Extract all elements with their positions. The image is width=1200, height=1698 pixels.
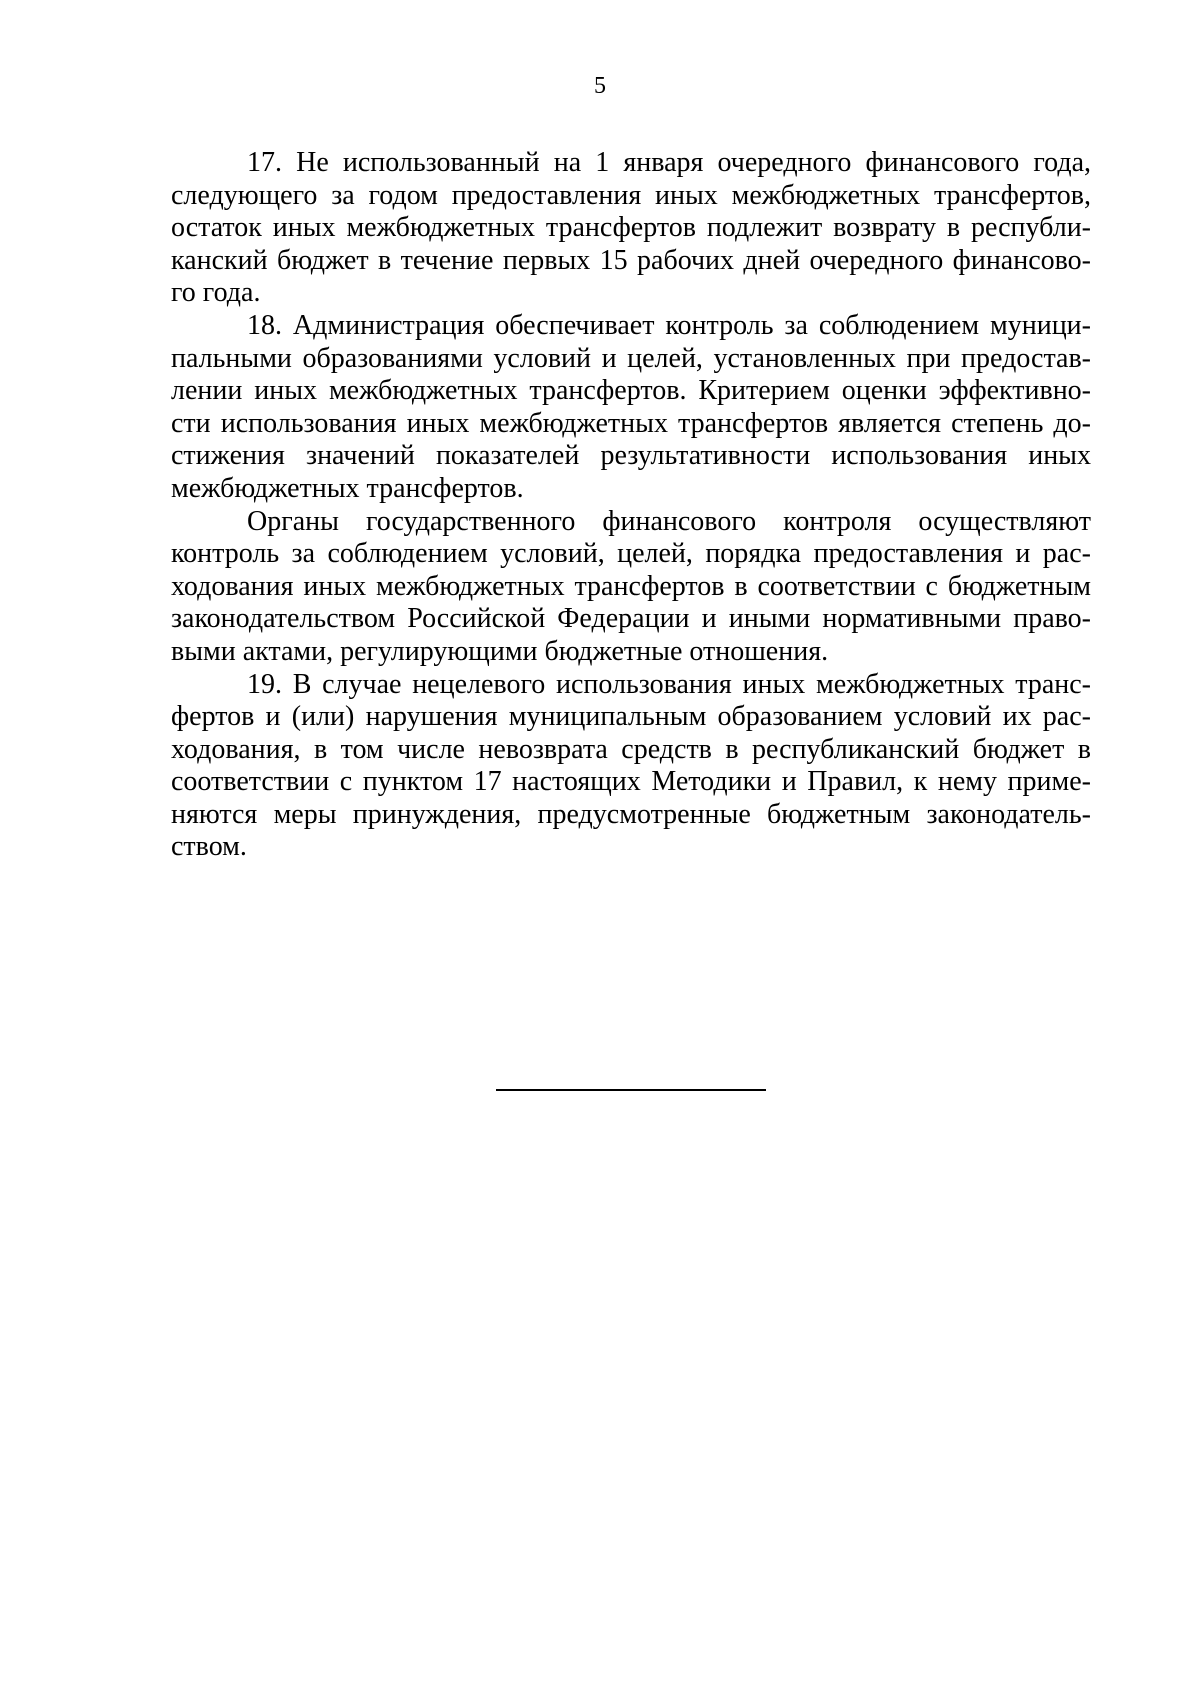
text-line: 19. В случае нецелевого использования иных межбюджетных транс- <box>247 668 1091 700</box>
text-line: 17. Не использованный на 1 января очередного финансового года, <box>247 147 1091 178</box>
page-number: 5 <box>594 73 606 99</box>
document-body <box>171 147 1091 864</box>
text-line: выми актами, регулирующими бюджетные отношения. <box>171 635 829 667</box>
text-line: Органы государственного финансового контроля осуществляют <box>247 505 1091 537</box>
text-line: лении иных межбюджетных трансфертов. Критерием оценки эффективно- <box>171 375 1091 407</box>
text-line: соответствии с пунктом 17 настоящих Методики и Правил, к нему приме- <box>171 766 1091 798</box>
text-line: сти использования иных межбюджетных трансфертов является степень до- <box>171 407 1091 439</box>
text-line: законодательством Российской Федерации и иными нормативными право- <box>171 603 1091 635</box>
text-line: следующего за годом предоставления иных межбюджетных трансфертов, <box>171 179 1091 211</box>
text-line: ходования, в том числе невозврата средств в республиканский бюджет в <box>171 733 1091 765</box>
text-line: фертов и (или) нарушения муниципальным образованием условий их рас- <box>171 701 1091 733</box>
text-line: межбюджетных трансфертов. <box>171 472 524 504</box>
paragraph-financial-control <box>171 506 1091 669</box>
text-line: пальными образованиями условий и целей, установленных при предостав- <box>171 342 1091 374</box>
paragraph-18 <box>171 310 1091 506</box>
text-line: стижения значений показателей результативности использования иных <box>171 440 1091 472</box>
text-line: контроль за соблюдением условий, целей, порядка предоставления и рас- <box>171 538 1091 570</box>
text-line: 18. Администрация обеспечивает контроль за соблюдением муници- <box>247 309 1091 341</box>
text-line: остаток иных межбюджетных трансфертов подлежит возврату в республи- <box>171 212 1091 244</box>
text-line: ходования иных межбюджетных трансфертов в соответствии с бюджетным <box>171 570 1091 602</box>
closing-divider <box>496 1089 766 1091</box>
text-line: го года. <box>171 277 261 309</box>
paragraph-19 <box>171 669 1091 865</box>
paragraph-17 <box>171 147 1091 310</box>
text-line: канский бюджет в течение первых 15 рабочих дней очередного финансово- <box>171 244 1091 276</box>
text-line: ством. <box>171 831 247 863</box>
text-line: няются меры принуждения, предусмотренные бюджетным законодатель- <box>171 798 1091 830</box>
